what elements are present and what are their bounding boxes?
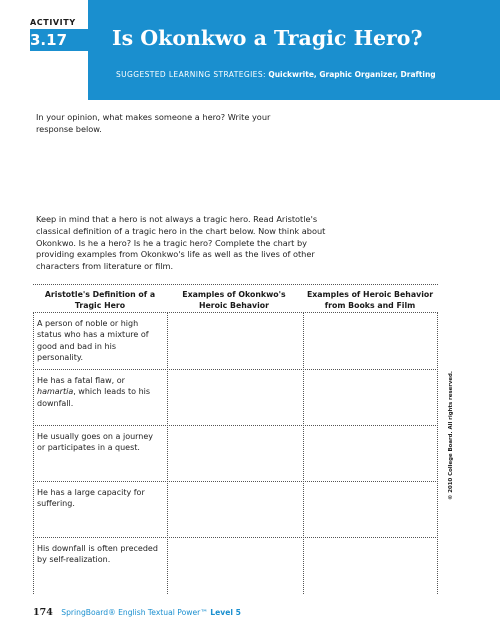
page-title: Is Okonkwo a Tragic Hero? — [112, 26, 423, 50]
activity-label-box — [0, 0, 88, 100]
strategies-value: Quickwrite, Graphic Organizer, Drafting — [268, 70, 436, 79]
chart-top-rule — [33, 312, 438, 313]
chart-col-divider-1 — [167, 312, 168, 594]
quickwrite-prompt: In your opinion, what makes someone a hero? Write your response below. — [36, 112, 271, 134]
learning-strategies — [116, 69, 476, 81]
chart-row-3-definition: He usually goes on a journey or participates in a quest. — [37, 432, 154, 453]
activity-label: ACTIVITY — [30, 18, 76, 27]
book-title: SpringBoard® English Textual Power™ — [61, 608, 208, 617]
chart-row-divider-2 — [33, 425, 438, 426]
book-level: Level 5 — [210, 608, 241, 617]
chart-row-2-definition — [37, 375, 161, 409]
page-number: 174 — [33, 607, 53, 618]
chart-right-rule — [437, 312, 438, 594]
chart-row-divider-4 — [33, 537, 438, 538]
chart-header-definition: Aristotle's Definition of a Tragic Hero — [44, 290, 156, 310]
chart-row-divider-1 — [33, 369, 438, 370]
copyright-notice: © 2010 College Board. All rights reserved. — [448, 371, 454, 500]
chart-row-1-definition: A person of noble or high status who has a mixture of good and bad in his personality. — [37, 319, 149, 362]
chart-header-okonkwo: Examples of Okonkwo's Heroic Behavior — [182, 290, 286, 310]
row-2-hamartia: hamartia — [37, 387, 74, 397]
chart-col-divider-2 — [303, 312, 304, 594]
chart-header-books-film: Examples of Heroic Behavior from Books and Film — [306, 290, 434, 310]
chart-left-rule — [33, 312, 34, 594]
chart-row-5-definition: His downfall is often preceded by self-realization. — [37, 544, 158, 565]
chart-instructions: Keep in mind that a hero is not always a tragic hero. Read Aristotle's classical definition of a tragic hero in the chart below. Now think about Okonkwo. Is he a hero? Is he a tragic hero? Complete the chart by providing examples from Okonkwo's life as well as the lives of other characters from literature or film. — [36, 214, 326, 272]
tragic-hero-chart — [33, 284, 438, 594]
chart-row-divider-3 — [33, 481, 438, 482]
row-2-prefix: He has a fatal flaw, or — [37, 376, 125, 385]
strategies-label: SUGGESTED LEARNING STRATEGIES: — [116, 70, 266, 79]
row-2-suffix: , which leads to his downfall. — [37, 387, 151, 408]
activity-number — [30, 29, 88, 51]
chart-row-4-definition: He has a large capacity for suffering. — [37, 488, 145, 509]
activity-header-band — [0, 0, 500, 100]
page-footer — [33, 607, 241, 618]
chart-header-top-rule — [33, 284, 438, 285]
activity-number-text: 3.17 — [30, 31, 68, 49]
